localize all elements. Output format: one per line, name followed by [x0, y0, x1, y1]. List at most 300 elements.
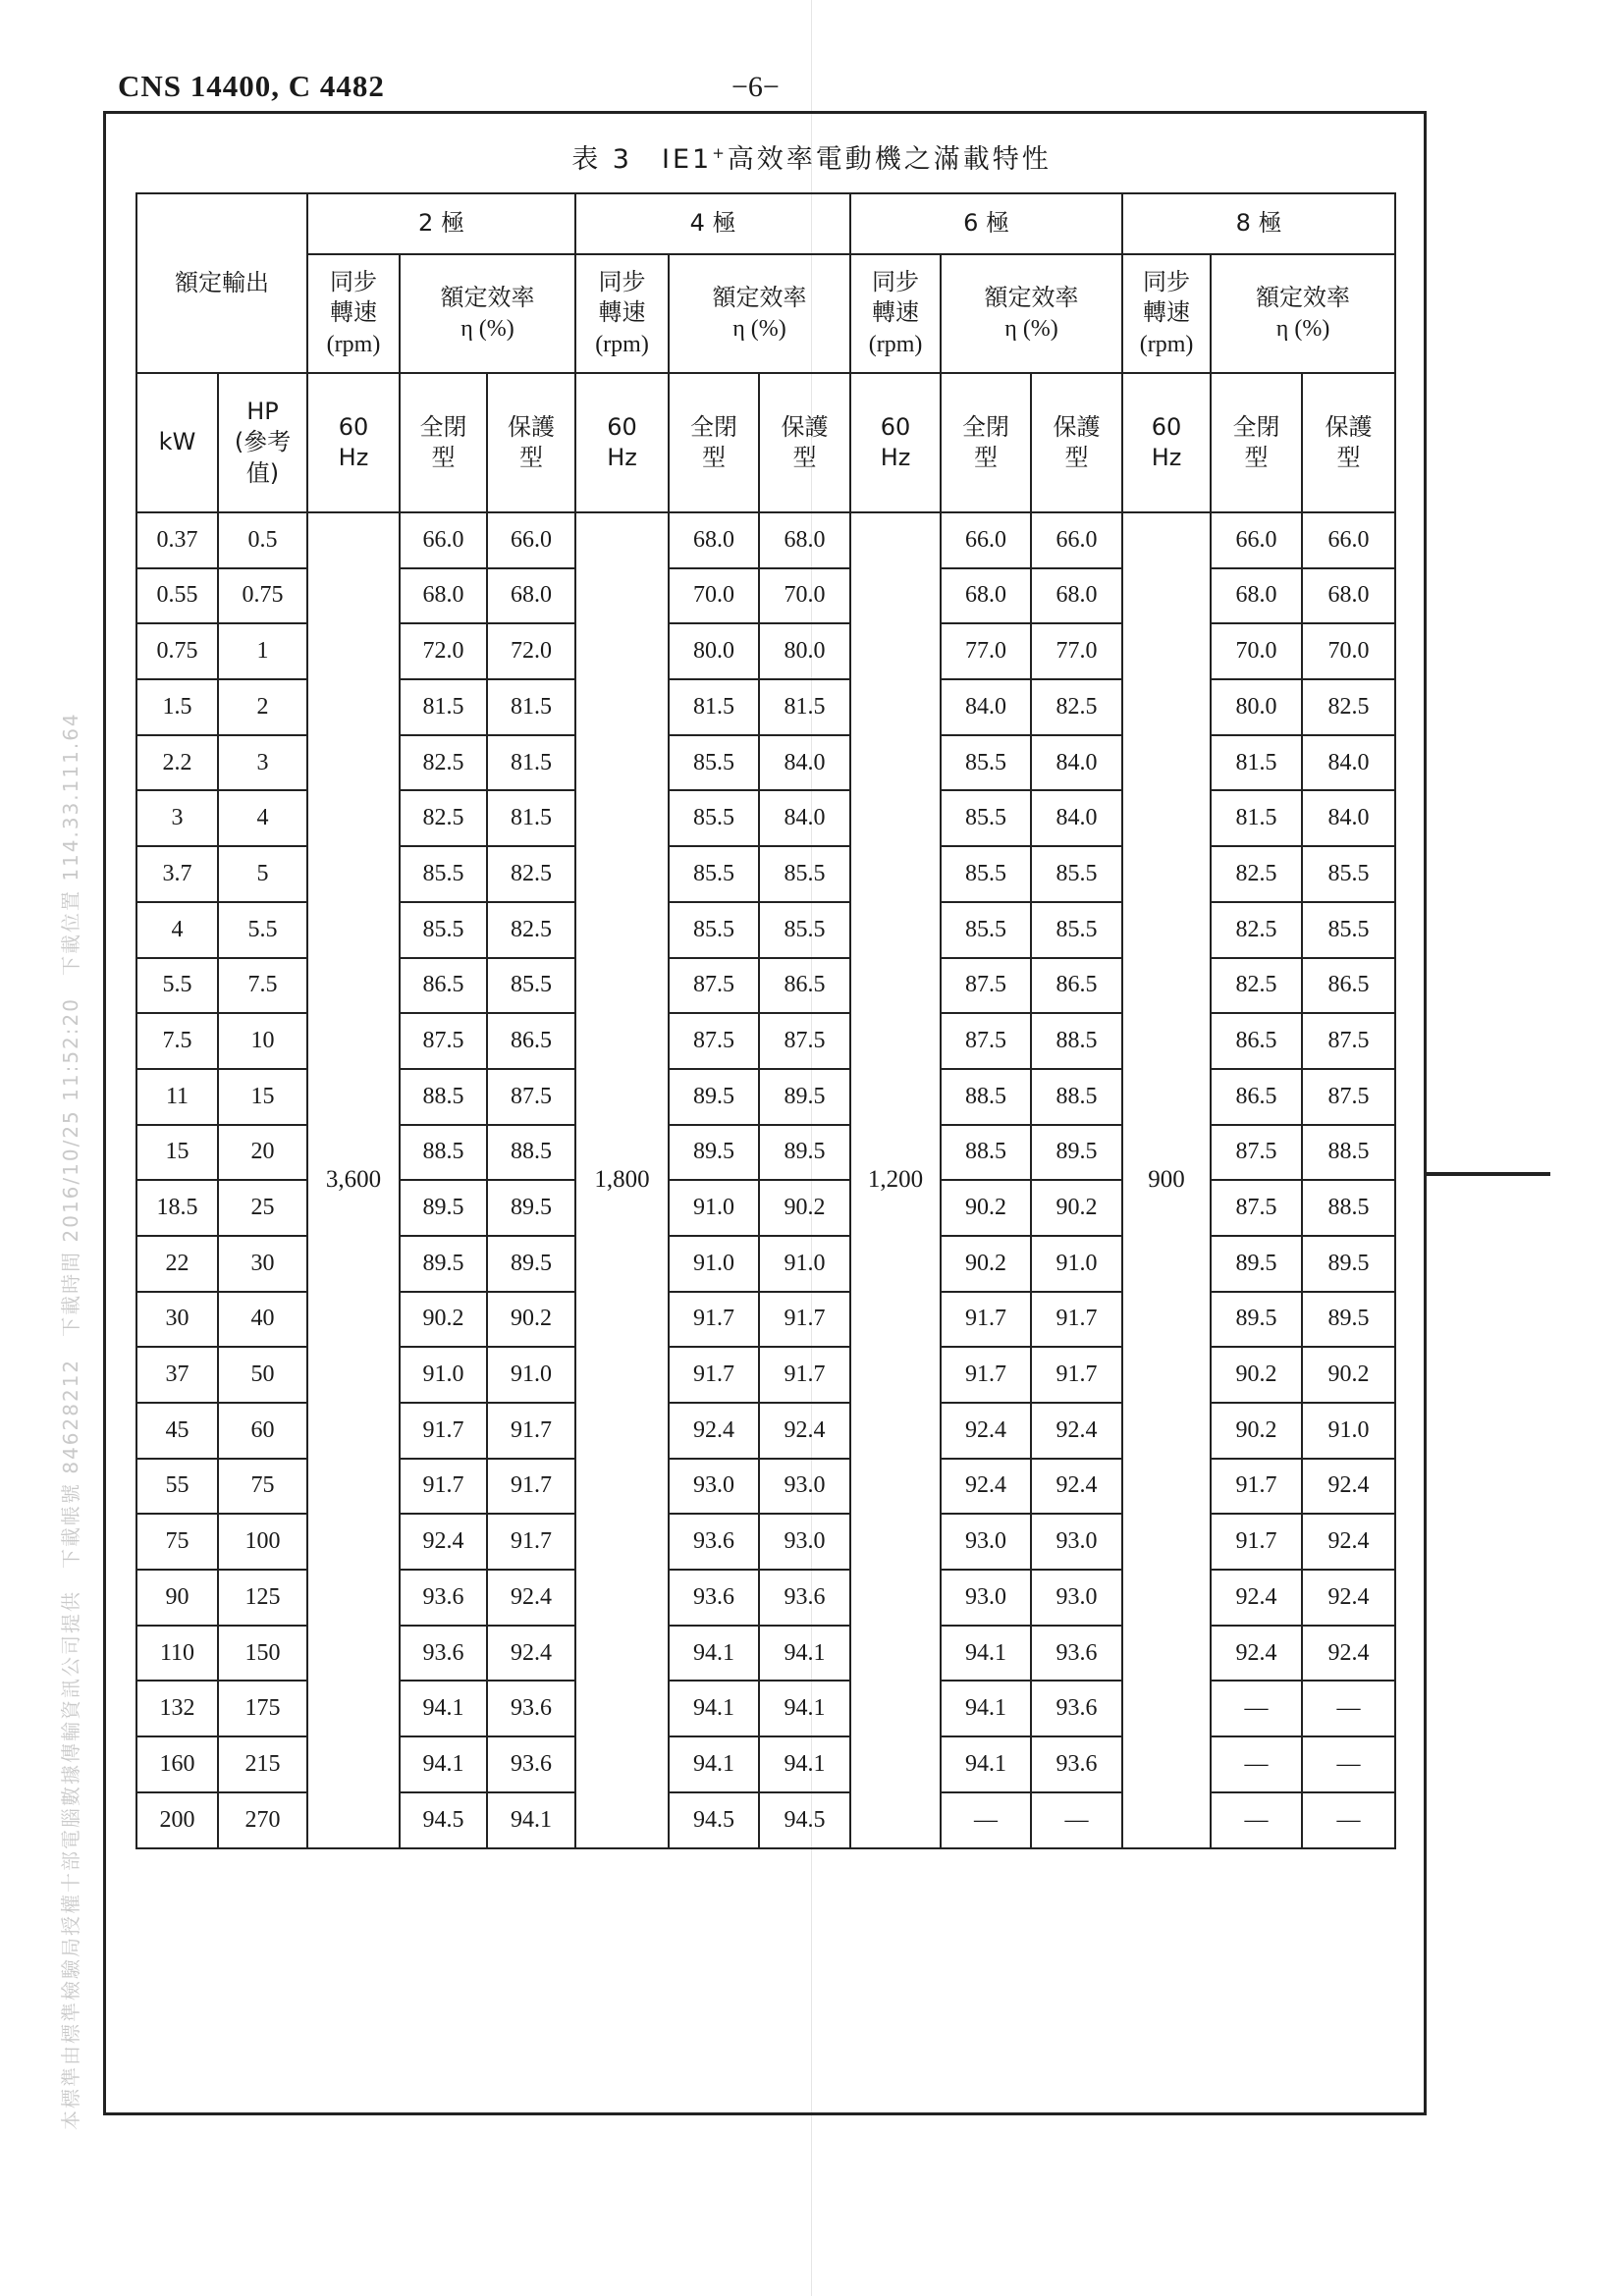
protected-type-header [1031, 373, 1122, 512]
sync-speed-header [1122, 254, 1211, 373]
closed-type-line: 型 [974, 444, 999, 471]
efficiency-protected-cell: 94.1 [759, 1736, 850, 1792]
efficiency-closed-cell: 68.0 [400, 568, 487, 624]
efficiency-protected-cell: 81.5 [487, 735, 575, 791]
kw-cell: 0.37 [136, 512, 218, 568]
efficiency-protected-cell: 87.5 [1302, 1069, 1395, 1125]
protected-type-line: 型 [1064, 444, 1089, 471]
efficiency-closed-cell: 90.2 [941, 1236, 1031, 1292]
hp-cell: 25 [218, 1180, 307, 1236]
hp-header-line: HP [246, 398, 279, 426]
hp-cell: 5 [218, 846, 307, 902]
frequency-header [1122, 373, 1211, 512]
efficiency-closed-cell: 85.5 [941, 790, 1031, 846]
efficiency-closed-cell: — [1211, 1681, 1302, 1736]
efficiency-protected-cell: 92.4 [487, 1626, 575, 1682]
efficiency-protected-cell: 84.0 [759, 790, 850, 846]
hp-cell: 60 [218, 1403, 307, 1459]
hp-cell: 7.5 [218, 958, 307, 1014]
efficiency-closed-cell: 87.5 [400, 1013, 487, 1069]
hp-cell: 0.75 [218, 568, 307, 624]
efficiency-protected-cell: 89.5 [1031, 1125, 1122, 1181]
rated-efficiency-line: η (%) [732, 316, 786, 342]
efficiency-protected-cell: 93.0 [759, 1514, 850, 1570]
kw-cell: 30 [136, 1292, 218, 1348]
caption-text: 表 3 IE1 [571, 144, 713, 175]
closed-type-line: 全閉 [690, 412, 738, 441]
efficiency-closed-cell: 90.2 [1211, 1347, 1302, 1403]
efficiency-closed-cell: 85.5 [941, 902, 1031, 958]
efficiency-closed-cell: 81.5 [1211, 735, 1302, 791]
protected-type-line: 保護 [508, 412, 555, 441]
closed-type-header [669, 373, 759, 512]
efficiency-closed-cell: 93.6 [400, 1626, 487, 1682]
efficiency-protected-cell: 93.0 [759, 1459, 850, 1515]
efficiency-closed-cell: 66.0 [941, 512, 1031, 568]
efficiency-protected-cell: 92.4 [759, 1403, 850, 1459]
efficiency-protected-cell: 68.0 [1031, 568, 1122, 624]
efficiency-protected-cell: 86.5 [1031, 958, 1122, 1014]
hp-cell: 50 [218, 1347, 307, 1403]
efficiency-protected-cell: 88.5 [1031, 1013, 1122, 1069]
efficiency-protected-cell: 72.0 [487, 623, 575, 679]
kw-cell: 45 [136, 1403, 218, 1459]
efficiency-protected-cell: 88.5 [1302, 1180, 1395, 1236]
efficiency-closed-cell: 89.5 [1211, 1292, 1302, 1348]
page-number: −6− [731, 71, 780, 103]
efficiency-closed-cell: 66.0 [400, 512, 487, 568]
sync-speed-line: 同步 [330, 268, 377, 296]
sync-speed-header [575, 254, 669, 373]
hp-cell: 15 [218, 1069, 307, 1125]
efficiency-closed-cell: 85.5 [400, 846, 487, 902]
efficiency-protected-cell: 85.5 [1302, 846, 1395, 902]
efficiency-closed-cell: 87.5 [1211, 1125, 1302, 1181]
pole-2-header: 2 極 [307, 193, 575, 254]
efficiency-protected-cell: 77.0 [1031, 623, 1122, 679]
sync-speed-line: (rpm) [326, 331, 381, 357]
sync-speed-value: 3,600 [307, 512, 400, 1848]
frequency-header [575, 373, 669, 512]
efficiency-closed-cell: 87.5 [941, 958, 1031, 1014]
pole-header-row [136, 193, 1395, 254]
closed-type-line: 型 [702, 444, 727, 471]
efficiency-closed-cell: 94.1 [400, 1681, 487, 1736]
efficiency-closed-cell: 93.6 [669, 1570, 759, 1626]
efficiency-closed-cell: 91.7 [941, 1292, 1031, 1348]
sync-speed-line: (rpm) [868, 331, 923, 357]
kw-cell: 160 [136, 1736, 218, 1792]
efficiency-closed-cell: 93.6 [400, 1570, 487, 1626]
protected-type-line: 保護 [1053, 412, 1101, 441]
table-caption [0, 137, 1623, 176]
efficiency-protected-cell: 85.5 [1302, 902, 1395, 958]
efficiency-protected-cell: 94.5 [759, 1792, 850, 1848]
efficiency-protected-cell: 81.5 [759, 679, 850, 735]
efficiency-closed-cell: — [1211, 1792, 1302, 1848]
efficiency-closed-cell: 92.4 [941, 1403, 1031, 1459]
efficiency-closed-cell: 91.7 [669, 1347, 759, 1403]
efficiency-protected-cell: 91.7 [487, 1514, 575, 1570]
efficiency-protected-cell: 92.4 [487, 1570, 575, 1626]
kw-cell: 132 [136, 1681, 218, 1736]
frequency-line: Hz [338, 444, 369, 471]
sync-speed-line: 同步 [872, 268, 920, 296]
efficiency-closed-cell: 82.5 [1211, 902, 1302, 958]
kw-cell: 75 [136, 1514, 218, 1570]
closed-type-line: 全閉 [962, 412, 1010, 441]
efficiency-closed-cell: 82.5 [400, 790, 487, 846]
efficiency-closed-cell: 94.1 [400, 1736, 487, 1792]
efficiency-protected-cell: 91.7 [759, 1347, 850, 1403]
efficiency-protected-cell: 89.5 [487, 1180, 575, 1236]
sync-speed-header [850, 254, 941, 373]
efficiency-protected-cell: 85.5 [759, 902, 850, 958]
efficiency-protected-cell: 84.0 [1031, 735, 1122, 791]
closed-type-line: 全閉 [419, 412, 467, 441]
efficiency-closed-cell: 91.7 [1211, 1459, 1302, 1515]
closed-type-header [400, 373, 487, 512]
efficiency-protected-cell: 91.0 [1031, 1236, 1122, 1292]
efficiency-closed-cell: 92.4 [1211, 1626, 1302, 1682]
efficiency-protected-cell: 84.0 [1031, 790, 1122, 846]
efficiency-closed-cell: 88.5 [400, 1125, 487, 1181]
efficiency-protected-cell: 88.5 [487, 1125, 575, 1181]
efficiency-protected-cell: 86.5 [759, 958, 850, 1014]
hp-cell: 75 [218, 1459, 307, 1515]
efficiency-protected-cell: 93.6 [759, 1570, 850, 1626]
efficiency-closed-cell: 85.5 [669, 846, 759, 902]
protected-type-line: 保護 [781, 412, 829, 441]
efficiency-closed-cell: 91.7 [400, 1459, 487, 1515]
efficiency-protected-cell: 93.6 [1031, 1681, 1122, 1736]
efficiency-closed-cell: 90.2 [941, 1180, 1031, 1236]
kw-cell: 5.5 [136, 958, 218, 1014]
efficiency-protected-cell: 66.0 [487, 512, 575, 568]
kw-cell: 15 [136, 1125, 218, 1181]
hp-cell: 215 [218, 1736, 307, 1792]
efficiency-closed-cell: 91.0 [669, 1236, 759, 1292]
efficiency-closed-cell: 93.6 [669, 1514, 759, 1570]
efficiency-closed-cell: 84.0 [941, 679, 1031, 735]
protected-type-line: 型 [519, 444, 543, 471]
hp-cell: 2 [218, 679, 307, 735]
hp-cell: 40 [218, 1292, 307, 1348]
efficiency-closed-cell: 88.5 [941, 1125, 1031, 1181]
efficiency-protected-cell: 84.0 [1302, 735, 1395, 791]
closed-type-header [1211, 373, 1302, 512]
efficiency-protected-cell: 82.5 [487, 902, 575, 958]
efficiency-closed-cell: 93.0 [669, 1459, 759, 1515]
kw-cell: 2.2 [136, 735, 218, 791]
sync-speed-line: 轉速 [598, 298, 646, 327]
hp-header-line: (參考 [234, 428, 292, 456]
hp-cell: 4 [218, 790, 307, 846]
rated-efficiency-header [1211, 254, 1395, 373]
protected-type-header [759, 373, 850, 512]
hp-cell: 1 [218, 623, 307, 679]
frequency-line: 60 [1151, 412, 1182, 441]
efficiency-closed-cell: 91.0 [400, 1347, 487, 1403]
efficiency-closed-cell: 70.0 [669, 568, 759, 624]
efficiency-protected-cell: 91.7 [1031, 1292, 1122, 1348]
protected-type-line: 型 [1336, 444, 1361, 471]
efficiency-protected-cell: 68.0 [487, 568, 575, 624]
efficiency-closed-cell: 87.5 [941, 1013, 1031, 1069]
protected-type-header [1302, 373, 1395, 512]
kw-cell: 0.55 [136, 568, 218, 624]
kw-cell: 1.5 [136, 679, 218, 735]
efficiency-protected-cell: 92.4 [1302, 1626, 1395, 1682]
efficiency-protected-cell: 85.5 [759, 846, 850, 902]
efficiency-protected-cell: 92.4 [1302, 1514, 1395, 1570]
kw-cell: 11 [136, 1069, 218, 1125]
efficiency-closed-cell: 85.5 [941, 846, 1031, 902]
frequency-line: Hz [1151, 444, 1182, 471]
rated-efficiency-header [941, 254, 1122, 373]
efficiency-closed-cell: 92.4 [941, 1459, 1031, 1515]
kw-cell: 3 [136, 790, 218, 846]
frequency-line: 60 [338, 412, 369, 441]
efficiency-protected-cell: 94.1 [487, 1792, 575, 1848]
efficiency-closed-cell: 86.5 [400, 958, 487, 1014]
efficiency-protected-cell: 87.5 [487, 1069, 575, 1125]
efficiency-protected-cell: 89.5 [1302, 1236, 1395, 1292]
rated-output-header: 額定輸出 [136, 193, 307, 373]
efficiency-closed-cell: 92.4 [669, 1403, 759, 1459]
efficiency-closed-cell: — [1211, 1736, 1302, 1792]
efficiency-closed-cell: 85.5 [941, 735, 1031, 791]
efficiency-protected-cell: 91.7 [759, 1292, 850, 1348]
sync-speed-line: (rpm) [595, 331, 649, 357]
efficiency-protected-cell: 93.6 [1031, 1626, 1122, 1682]
efficiency-closed-cell: 68.0 [941, 568, 1031, 624]
efficiency-closed-cell: 87.5 [669, 958, 759, 1014]
efficiency-closed-cell: 89.5 [1211, 1236, 1302, 1292]
frequency-line: Hz [880, 444, 911, 471]
efficiency-closed-cell: 82.5 [400, 735, 487, 791]
efficiency-protected-cell: 88.5 [1302, 1125, 1395, 1181]
efficiency-closed-cell: 88.5 [941, 1069, 1031, 1125]
rated-efficiency-line: 額定效率 [712, 283, 807, 311]
efficiency-protected-cell: 92.4 [1302, 1459, 1395, 1515]
efficiency-protected-cell: 94.1 [759, 1681, 850, 1736]
efficiency-closed-cell: 80.0 [1211, 679, 1302, 735]
kw-cell: 3.7 [136, 846, 218, 902]
efficiency-protected-cell: 92.4 [1031, 1459, 1122, 1515]
closed-type-header [941, 373, 1031, 512]
rated-efficiency-header [400, 254, 575, 373]
hp-header [218, 373, 307, 512]
frame-edge-mark [1427, 1172, 1550, 1176]
efficiency-protected-cell: — [1302, 1792, 1395, 1848]
efficiency-protected-cell: 90.2 [1031, 1180, 1122, 1236]
efficiency-protected-cell: 86.5 [1302, 958, 1395, 1014]
frequency-line: 60 [607, 412, 637, 441]
caption-title: 高效率電動機之滿載特性 [727, 144, 1052, 175]
efficiency-closed-cell: 91.0 [669, 1180, 759, 1236]
frequency-header [850, 373, 941, 512]
efficiency-protected-cell: 82.5 [487, 846, 575, 902]
pole-6-header: 6 極 [850, 193, 1122, 254]
efficiency-protected-cell: 84.0 [759, 735, 850, 791]
efficiency-protected-cell: 85.5 [1031, 902, 1122, 958]
pole-8-header: 8 極 [1122, 193, 1395, 254]
efficiency-closed-cell: 94.5 [669, 1792, 759, 1848]
efficiency-protected-cell: — [1302, 1681, 1395, 1736]
hp-header-line: 值) [245, 458, 280, 487]
efficiency-protected-cell: 92.4 [1302, 1570, 1395, 1626]
caption-superscript: + [712, 144, 728, 162]
efficiency-closed-cell: 90.2 [1211, 1403, 1302, 1459]
efficiency-protected-cell: 93.0 [1031, 1514, 1122, 1570]
efficiency-protected-cell: 81.5 [487, 790, 575, 846]
efficiency-closed-cell: 81.5 [400, 679, 487, 735]
efficiency-closed-cell: 89.5 [400, 1180, 487, 1236]
efficiency-closed-cell: 72.0 [400, 623, 487, 679]
efficiency-protected-cell: — [1031, 1792, 1122, 1848]
efficiency-protected-cell: 94.1 [759, 1626, 850, 1682]
sync-speed-value: 1,800 [575, 512, 669, 1848]
efficiency-protected-cell: 89.5 [759, 1125, 850, 1181]
efficiency-protected-cell: 91.7 [487, 1459, 575, 1515]
efficiency-closed-cell: 80.0 [669, 623, 759, 679]
efficiency-closed-cell: 86.5 [1211, 1069, 1302, 1125]
rated-efficiency-line: 額定效率 [440, 283, 535, 311]
closed-type-line: 全閉 [1232, 412, 1280, 441]
hp-cell: 100 [218, 1514, 307, 1570]
hp-cell: 0.5 [218, 512, 307, 568]
rated-efficiency-line: η (%) [1004, 316, 1058, 342]
hp-cell: 5.5 [218, 902, 307, 958]
closed-type-line: 型 [431, 444, 456, 471]
sync-speed-value: 1,200 [850, 512, 941, 1848]
sync-speed-header [307, 254, 400, 373]
efficiency-protected-cell: 91.0 [487, 1347, 575, 1403]
efficiency-closed-cell: 66.0 [1211, 512, 1302, 568]
kw-cell: 90 [136, 1570, 218, 1626]
efficiency-table [135, 192, 1396, 1849]
efficiency-closed-cell: 85.5 [669, 790, 759, 846]
efficiency-protected-cell: 85.5 [1031, 846, 1122, 902]
efficiency-protected-cell: 68.0 [1302, 568, 1395, 624]
efficiency-closed-cell: 86.5 [1211, 1013, 1302, 1069]
sync-speed-line: 同步 [1143, 268, 1191, 296]
efficiency-protected-cell: 88.5 [1031, 1069, 1122, 1125]
efficiency-protected-cell: 82.5 [1031, 679, 1122, 735]
kw-cell: 7.5 [136, 1013, 218, 1069]
kw-cell: 110 [136, 1626, 218, 1682]
sync-speed-value: 900 [1122, 512, 1211, 1848]
efficiency-closed-cell: 88.5 [400, 1069, 487, 1125]
efficiency-closed-cell: 91.7 [400, 1403, 487, 1459]
hp-cell: 10 [218, 1013, 307, 1069]
frequency-header [307, 373, 400, 512]
efficiency-protected-cell: 81.5 [487, 679, 575, 735]
frequency-line: 60 [880, 412, 911, 441]
subheader-row [136, 254, 1395, 373]
efficiency-protected-cell: 91.7 [487, 1403, 575, 1459]
efficiency-closed-cell: 85.5 [669, 902, 759, 958]
download-watermark: 本標準由標準檢驗局授權十部電腦數據傳輸資訊公司提供 下載帳號 84628212 下載時間 2016/10/25 11:52:20 下載位置 114.33.111.64 [59, 712, 82, 2130]
rated-efficiency-line: 額定效率 [984, 283, 1079, 311]
efficiency-protected-cell: 85.5 [487, 958, 575, 1014]
efficiency-closed-cell: 91.7 [941, 1347, 1031, 1403]
sync-speed-line: 轉速 [330, 298, 377, 327]
hp-cell: 30 [218, 1236, 307, 1292]
efficiency-closed-cell: — [941, 1792, 1031, 1848]
efficiency-protected-cell: 91.0 [1302, 1403, 1395, 1459]
rated-efficiency-header [669, 254, 850, 373]
efficiency-protected-cell: 66.0 [1031, 512, 1122, 568]
hp-cell: 20 [218, 1125, 307, 1181]
kw-cell: 55 [136, 1459, 218, 1515]
pole-4-header: 4 極 [575, 193, 850, 254]
kw-header: kW [136, 373, 218, 512]
efficiency-closed-cell: 91.7 [669, 1292, 759, 1348]
hp-cell: 125 [218, 1570, 307, 1626]
efficiency-closed-cell: 81.5 [669, 679, 759, 735]
efficiency-protected-cell: 93.6 [487, 1736, 575, 1792]
standard-id: CNS 14400, C 4482 [118, 69, 385, 103]
kw-cell: 37 [136, 1347, 218, 1403]
efficiency-closed-cell: 87.5 [1211, 1180, 1302, 1236]
efficiency-closed-cell: 85.5 [400, 902, 487, 958]
protected-type-line: 保護 [1325, 412, 1373, 441]
efficiency-closed-cell: 92.4 [400, 1514, 487, 1570]
hp-cell: 150 [218, 1626, 307, 1682]
efficiency-closed-cell: 92.4 [1211, 1570, 1302, 1626]
efficiency-closed-cell: 85.5 [669, 735, 759, 791]
efficiency-protected-cell: 70.0 [759, 568, 850, 624]
kw-cell: 18.5 [136, 1180, 218, 1236]
efficiency-protected-cell: 86.5 [487, 1013, 575, 1069]
efficiency-closed-cell: 68.0 [669, 512, 759, 568]
efficiency-closed-cell: 82.5 [1211, 846, 1302, 902]
rated-efficiency-line: 額定效率 [1256, 283, 1351, 311]
efficiency-protected-cell: 89.5 [487, 1236, 575, 1292]
efficiency-closed-cell: 77.0 [941, 623, 1031, 679]
efficiency-closed-cell: 94.1 [669, 1626, 759, 1682]
efficiency-closed-cell: 94.1 [669, 1681, 759, 1736]
sync-speed-line: 同步 [598, 268, 646, 296]
efficiency-closed-cell: 94.5 [400, 1792, 487, 1848]
hp-cell: 3 [218, 735, 307, 791]
efficiency-protected-cell: 66.0 [1302, 512, 1395, 568]
efficiency-protected-cell: 92.4 [1031, 1403, 1122, 1459]
efficiency-closed-cell: 87.5 [669, 1013, 759, 1069]
closed-type-line: 型 [1244, 444, 1269, 471]
efficiency-protected-cell: 91.0 [759, 1236, 850, 1292]
efficiency-protected-cell: 89.5 [759, 1069, 850, 1125]
efficiency-closed-cell: 89.5 [400, 1236, 487, 1292]
efficiency-protected-cell: 68.0 [759, 512, 850, 568]
efficiency-protected-cell: — [1302, 1736, 1395, 1792]
hp-cell: 175 [218, 1681, 307, 1736]
kw-cell: 4 [136, 902, 218, 958]
efficiency-closed-cell: 70.0 [1211, 623, 1302, 679]
efficiency-protected-cell: 90.2 [759, 1180, 850, 1236]
efficiency-protected-cell: 93.6 [1031, 1736, 1122, 1792]
efficiency-closed-cell: 94.1 [941, 1736, 1031, 1792]
efficiency-closed-cell: 94.1 [941, 1626, 1031, 1682]
kw-cell: 200 [136, 1792, 218, 1848]
rated-efficiency-line: η (%) [1275, 316, 1330, 342]
efficiency-closed-cell: 82.5 [1211, 958, 1302, 1014]
efficiency-protected-cell: 70.0 [1302, 623, 1395, 679]
protected-type-header [487, 373, 575, 512]
sync-speed-line: (rpm) [1139, 331, 1194, 357]
